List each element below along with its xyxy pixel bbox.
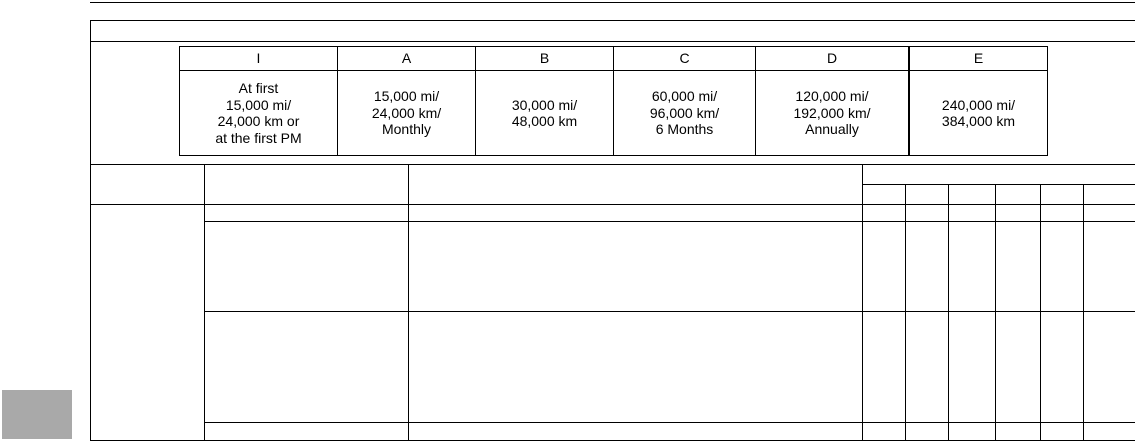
interval-description-c: 60,000 mi/ 96,000 km/ 6 Months [614, 71, 756, 156]
col-divider-system [204, 164, 205, 440]
interval-col-divider [1040, 184, 1041, 440]
interval-description-row [180, 71, 1048, 156]
interval-code: A [338, 47, 476, 71]
interval-description-e: 240,000 mi/ 384,000 km [910, 71, 1048, 156]
interval-code: E [910, 47, 1048, 71]
interval-code: C [614, 47, 756, 71]
interval-col-divider [948, 184, 949, 440]
page-top-rule [90, 2, 1135, 3]
interval-legend-table [179, 46, 1048, 156]
interval-col-divider [1083, 184, 1084, 440]
interval-col-divider [905, 184, 906, 440]
interval-col-divider [995, 184, 996, 440]
section-side-tab [2, 390, 72, 439]
table-top-border [90, 164, 1135, 165]
interval-code: I [180, 47, 338, 71]
frame-title-divider [90, 41, 1135, 42]
interval-description-d: 120,000 mi/ 192,000 km/ Annually [756, 71, 909, 156]
interval-subheader-line [862, 184, 1135, 185]
interval-description-a: 15,000 mi/ 24,000 km/ Monthly [338, 71, 476, 156]
interval-code: B [476, 47, 614, 71]
interval-description-i: At first 15,000 mi/ 24,000 km or at the first PM [180, 71, 338, 156]
col-divider-item [408, 164, 409, 440]
interval-description-b: 30,000 mi/ 48,000 km [476, 71, 614, 156]
col-divider-procedure [862, 164, 863, 440]
interval-code-row [180, 47, 1048, 71]
interval-code: D [756, 47, 909, 71]
table-header-bottom [90, 204, 1135, 205]
